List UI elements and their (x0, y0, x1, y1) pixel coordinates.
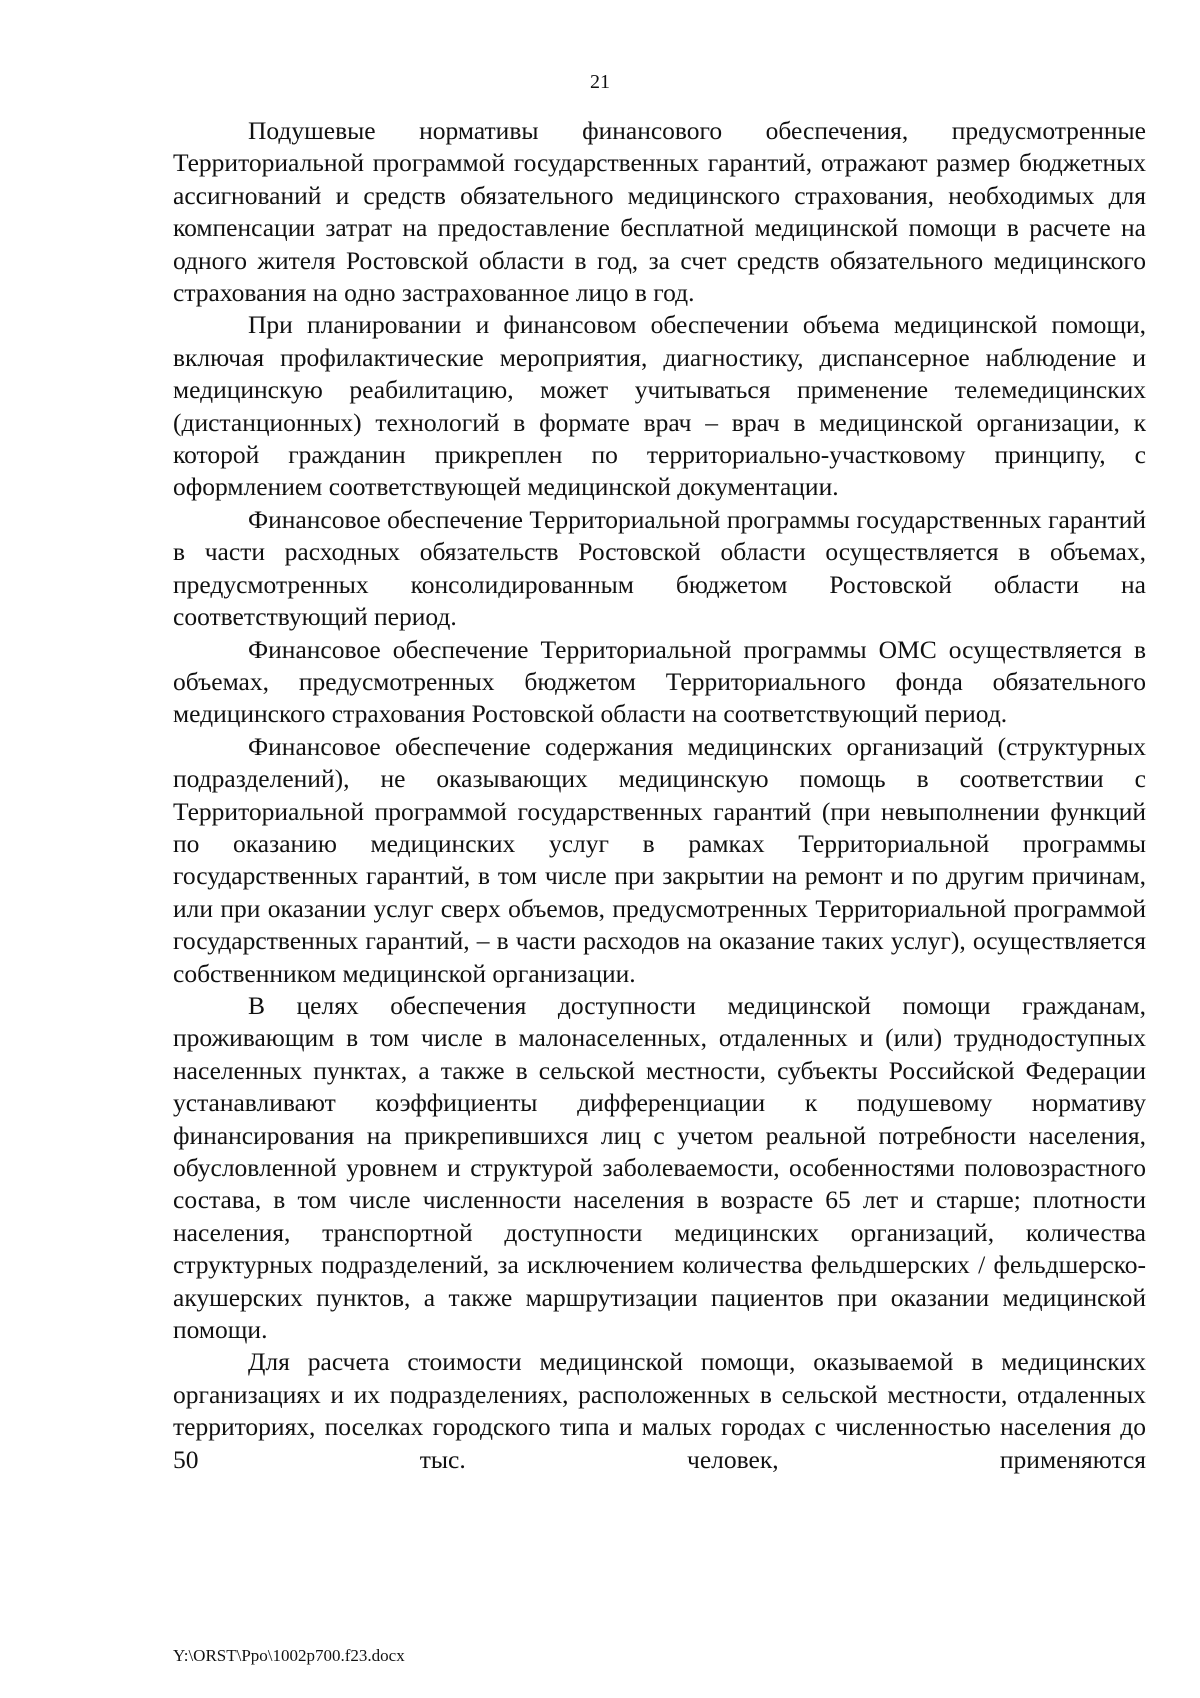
paragraph: Подушевые нормативы финансового обеспечения, предусмотренные Территориальной программой государственных гарантий, отражают размер бюджетных ассигнований и средств обязательного медицинского страхования, необходимых для компенсации затрат на предоставление бесплатной медицинской помощи в расчете на одного жителя Ростовской области в год, за счет средств обязательного медицинского страхования на одно застрахованное лицо в год. (173, 116, 1146, 308)
paragraph: Финансовое обеспечение Территориальной программы ОМС осуществляется в объемах, предусмотренных бюджетом Территориального фонда обязательного медицинского страхования Ростовской области на соответствующий период. (173, 634, 1146, 729)
page-number: 21 (590, 71, 610, 93)
paragraph: В целях обеспечения доступности медицинской помощи гражданам, проживающим в том числе в малонаселенных, отдаленных и (или) труднодоступных населенных пунктах, а также в сельской местности, субъекты Российской Федерации устанавливают коэффициенты дифференциации к подушевому нормативу финансирования на прикрепившихся лиц с учетом реальной потребности населения, обусловленной уровнем и структурой заболеваемости, особенностями половозрастного состава, в том числе численности населения в возрасте 65 лет и старше; плотности населения, транспортной доступности медицинских организаций, количества структурных подразделений, за исключением количества фельдшерских / фельдшерско-акушерских пунктов, а также маршрутизации пациентов при оказании медицинской помощи. (173, 990, 1146, 1345)
paragraph: Финансовое обеспечение Территориальной программы государственных гарантий в части расходных обязательств Ростовской области осуществляется в объемах, предусмотренных консолидированным бюджетом Ростовской области на соответствующий период. (173, 504, 1146, 632)
body-text (173, 115, 1146, 1476)
paragraph: Для расчета стоимости медицинской помощи, оказываемой в медицинских организациях и их подразделениях, расположенных в сельской местности, отдаленных территориях, поселках городского типа и малых городах с численностью населения до 50 тыс. человек, применяются (173, 1347, 1146, 1474)
paragraph: При планировании и финансовом обеспечении объема медицинской помощи, включая профилактические мероприятия, диагностику, диспансерное наблюдение и медицинскую реабилитацию, может учитываться применение телемедицинских (дистанционных) технологий в формате врач – врач в медицинской организации, к которой гражданин прикреплен по территориально-участковому принципу, с оформлением соответствующей медицинской документации. (173, 310, 1146, 502)
file-path-footer: Y:\ORST\Ppo\1002p700.f23.docx (173, 1646, 405, 1665)
paragraph: Финансовое обеспечение содержания медицинских организаций (структурных подразделений), не оказывающих медицинскую помощь в соответствии с Территориальной программой государственных гарантий (при невыполнении функций по оказанию медицинских услуг в рамках Территориальной программы государственных гарантий, в том числе при закрытии на ремонт и по другим причинам, или при оказании услуг сверх объемов, предусмотренных Территориальной программой государственных гарантий, – в части расходов на оказание таких услуг), осуществляется собственником медицинской организации. (173, 731, 1146, 988)
